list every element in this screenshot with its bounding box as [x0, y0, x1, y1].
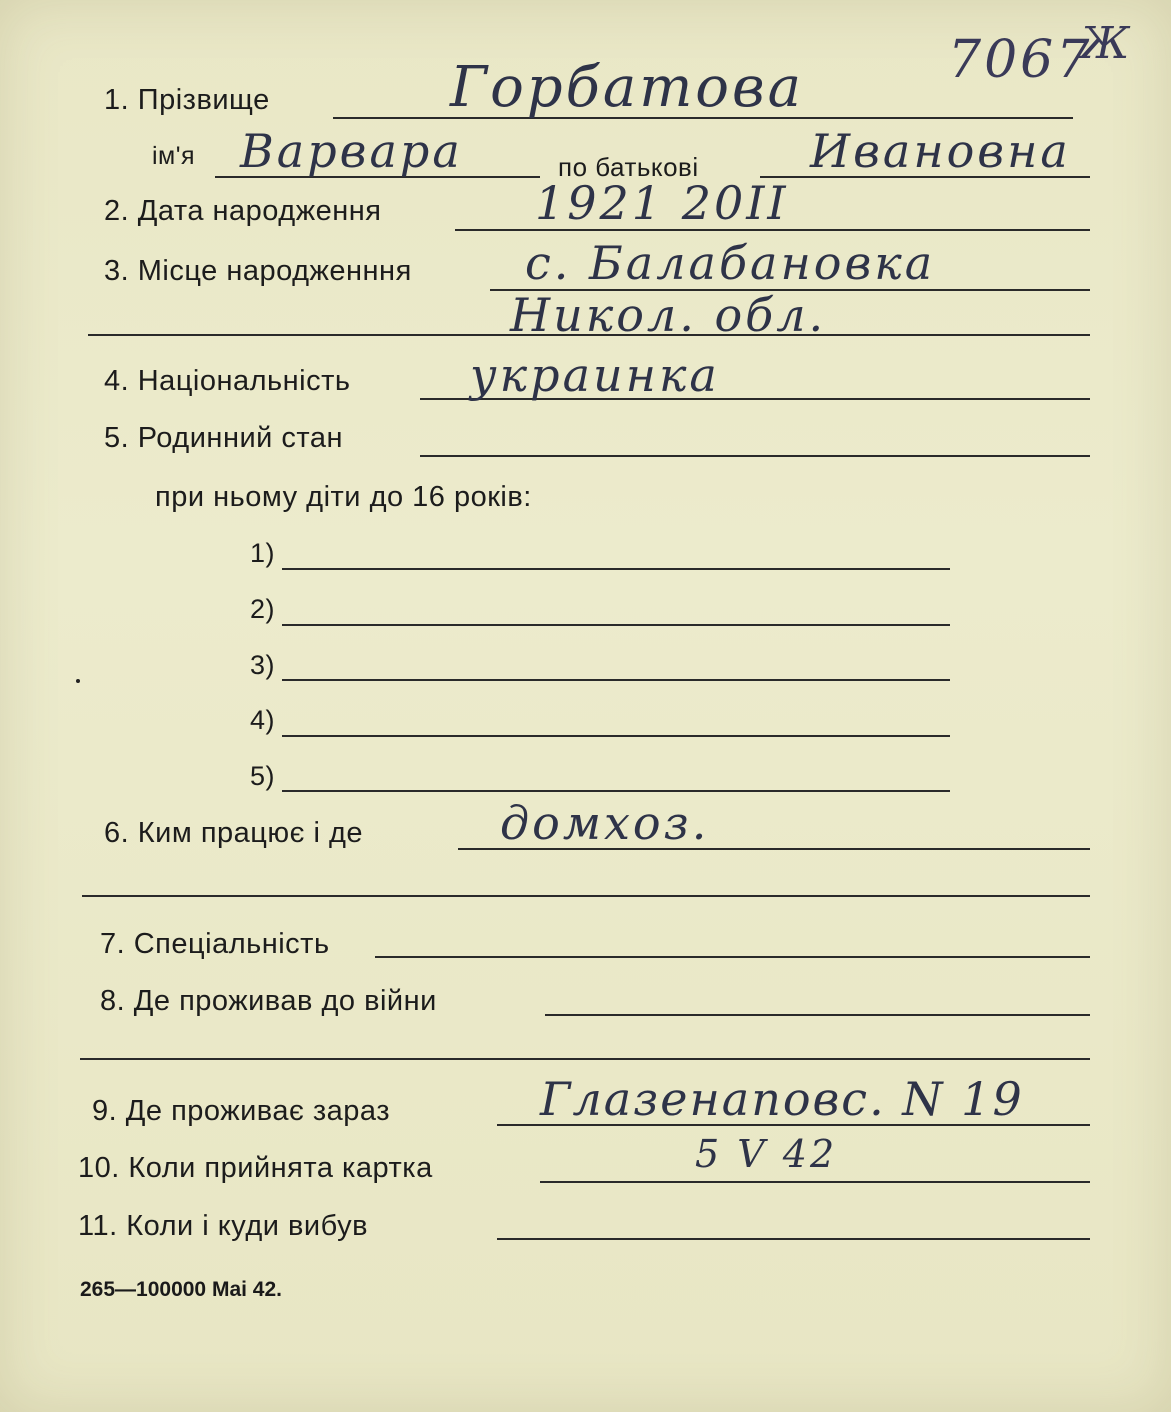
birth-date-value: 1921 20ІІ — [535, 176, 789, 230]
child-5-line — [282, 790, 950, 792]
surname-label: 1. Прізвище — [104, 84, 270, 116]
occupation-label: 6. Ким працює і де — [104, 817, 364, 849]
departure-label: 11. Коли і куди вибув — [78, 1210, 368, 1242]
current-residence-value: Глазенаповс. N 19 — [540, 1072, 1024, 1126]
child-3-label: 3) — [250, 650, 276, 680]
nationality-value: украинка — [470, 348, 720, 402]
birth-place-value-2: Никол. обл. — [510, 288, 827, 342]
current-residence-label: 9. Де проживає зараз — [92, 1095, 391, 1127]
card-accepted-label: 10. Коли прийнята картка — [78, 1152, 433, 1184]
card-number: 7067 — [948, 30, 1093, 90]
occupation-line-2 — [82, 895, 1090, 897]
birth-place-value-1: с. Балабановка — [525, 236, 936, 290]
prewar-residence-label: 8. Де проживав до війни — [100, 985, 437, 1017]
patronymic-label: по батькові — [558, 152, 699, 182]
child-4-line — [282, 735, 950, 737]
patronymic-value: Ивановна — [810, 124, 1071, 178]
child-5-label: 5) — [250, 761, 276, 791]
first-name-label: ім'я — [152, 142, 196, 170]
child-4-label: 4) — [250, 705, 276, 735]
marital-status-line — [420, 455, 1090, 457]
departure-line — [497, 1238, 1090, 1240]
specialty-line — [375, 956, 1090, 958]
card-accepted-value: 5 V 42 — [695, 1132, 838, 1176]
prewar-residence-line-1 — [545, 1014, 1090, 1016]
birth-place-label: 3. Місце народженння — [104, 255, 412, 287]
child-3-line — [282, 679, 950, 681]
child-1-label: 1) — [250, 538, 276, 568]
surname-value: Горбатова — [450, 55, 805, 120]
children-label: при ньому діти до 16 років: — [155, 481, 532, 513]
prewar-residence-line-2 — [80, 1058, 1090, 1060]
occupation-value: домхоз. — [500, 796, 710, 850]
card-accepted-line — [540, 1181, 1090, 1183]
child-2-label: 2) — [250, 594, 276, 624]
ink-dot — [76, 679, 80, 683]
birth-date-label: 2. Дата народження — [104, 195, 382, 227]
nationality-label: 4. Національність — [104, 365, 351, 397]
specialty-label: 7. Спеціальність — [100, 928, 330, 960]
child-2-line — [282, 624, 950, 626]
print-code: 265—100000 Mai 42. — [80, 1278, 282, 1301]
marital-status-label: 5. Родинний стан — [104, 422, 344, 454]
first-name-value: Варвара — [240, 124, 463, 178]
card-suffix: Ж — [1080, 18, 1133, 69]
child-1-line — [282, 568, 950, 570]
